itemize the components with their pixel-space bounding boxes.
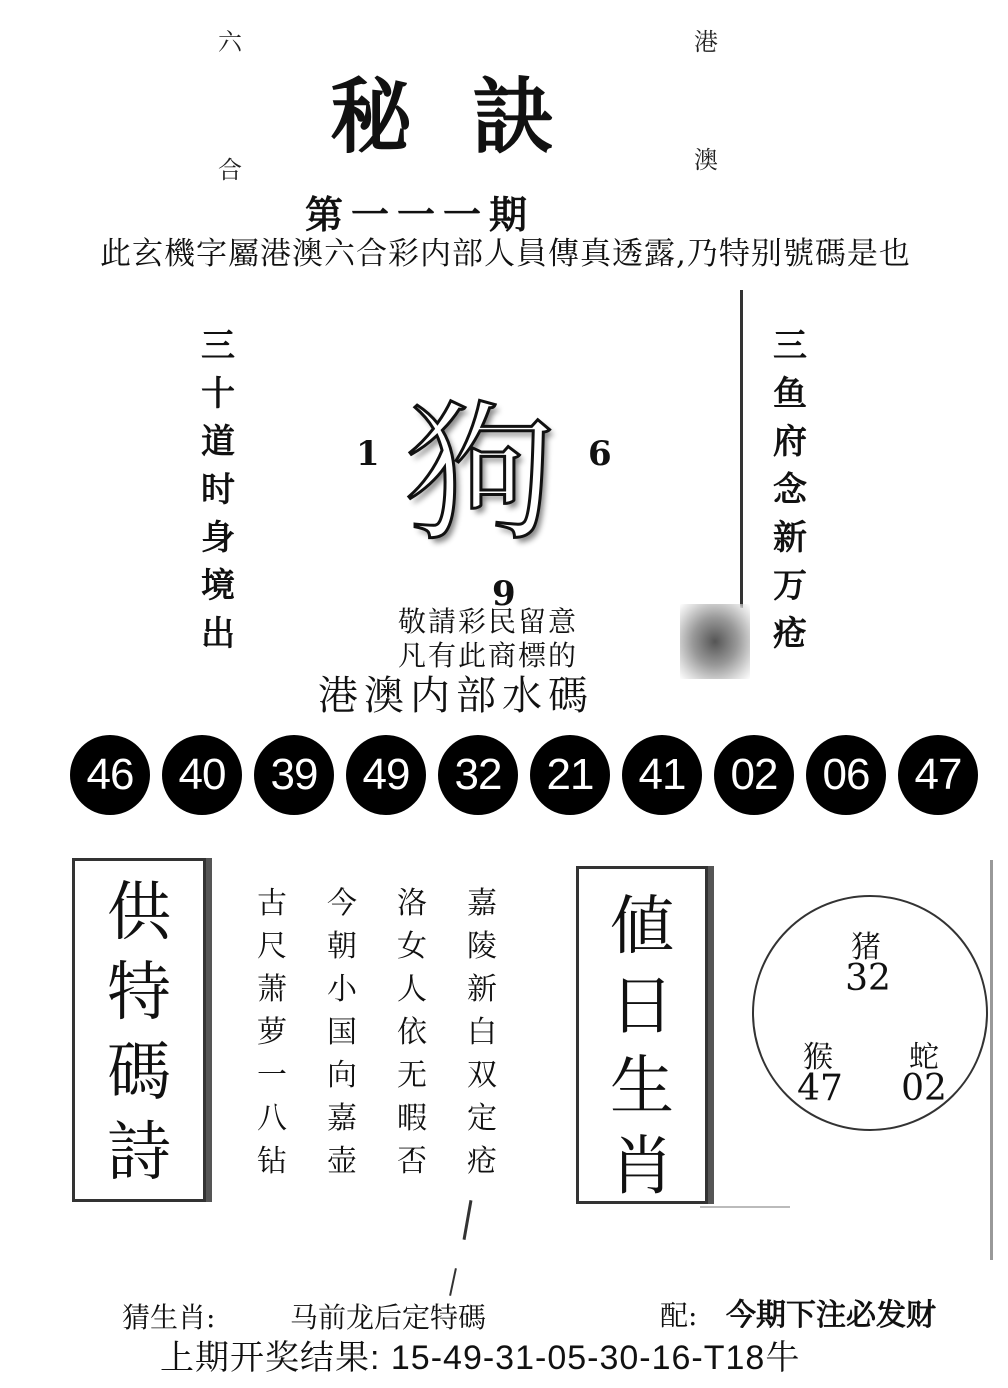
corner-char-bottom-left: 合 xyxy=(218,156,242,184)
zodiac-top-number: 32 xyxy=(845,958,891,999)
stamp-smudge xyxy=(680,604,750,679)
number-ball: 21 xyxy=(530,735,610,815)
zodiac-title-char: 日 xyxy=(610,970,674,1044)
poem-title-box xyxy=(72,858,206,1202)
center-frame-line xyxy=(600,290,743,608)
poem-char: 新 xyxy=(467,972,497,1007)
poem-column xyxy=(252,882,292,1183)
right-char: 念 xyxy=(773,470,807,510)
poem-char: 尺 xyxy=(257,929,287,964)
digit-left: 1 xyxy=(356,434,380,474)
left-vertical-text xyxy=(198,322,238,658)
left-char: 身 xyxy=(201,518,235,558)
number-balls xyxy=(70,735,986,815)
poem-title-char: 詩 xyxy=(107,1116,171,1190)
poem-char: 八 xyxy=(257,1101,287,1136)
corner-char-bottom-right: 澳 xyxy=(694,146,718,174)
poem-char: 嘉 xyxy=(467,886,497,921)
stray-stroke xyxy=(463,1200,473,1240)
right-char: 府 xyxy=(773,422,807,462)
zodiac-left-number: 47 xyxy=(797,1068,843,1109)
poem-char: 白 xyxy=(467,1015,497,1050)
match-label: 配: xyxy=(660,1299,698,1332)
left-char: 出 xyxy=(201,614,235,654)
poem-char: 无 xyxy=(397,1058,427,1093)
right-char: 三 xyxy=(773,326,807,366)
poem-char: 嘉 xyxy=(327,1101,357,1136)
poem-char: 古 xyxy=(257,886,287,921)
poem-char: 国 xyxy=(327,1015,357,1050)
number-ball: 41 xyxy=(622,735,702,815)
corner-char-top-right: 港 xyxy=(694,28,718,56)
digit-bottom: 9 xyxy=(492,574,516,614)
notice-line-2: 凡有此商標的 xyxy=(398,639,579,672)
poem-char: 萝 xyxy=(257,1015,287,1050)
number-ball: 40 xyxy=(162,735,242,815)
zodiac-right-number: 02 xyxy=(901,1068,947,1109)
guess-label: 猜生肖: xyxy=(122,1301,216,1334)
left-char: 道 xyxy=(201,422,235,462)
right-char: 新 xyxy=(773,518,807,558)
page-title: 秘訣 xyxy=(330,69,615,165)
poem-char: 依 xyxy=(397,1015,427,1050)
zodiac-top-name: 猪 xyxy=(851,930,881,965)
notice-line-1: 敬請彩民留意 xyxy=(398,605,579,638)
poem-char: 一 xyxy=(257,1058,287,1093)
number-ball: 49 xyxy=(346,735,426,815)
scan-edge-line xyxy=(990,860,993,1260)
right-vertical-text xyxy=(770,322,810,658)
corner-char-top-left: 六 xyxy=(218,28,242,56)
zodiac-title-char: 生 xyxy=(610,1050,674,1124)
zodiac-title-char: 値 xyxy=(610,890,674,964)
guess-text: 马前龙后定特碼 xyxy=(290,1301,487,1334)
number-ball: 06 xyxy=(806,735,886,815)
period-heading: 第一一一期 xyxy=(305,193,536,237)
number-ball: 46 xyxy=(70,735,150,815)
poem-char: 暇 xyxy=(397,1101,427,1136)
zodiac-title-char: 肖 xyxy=(610,1130,674,1204)
poem-title-char: 碼 xyxy=(107,1036,171,1110)
left-char: 时 xyxy=(201,470,235,510)
right-char: 疮 xyxy=(773,614,807,654)
left-char: 十 xyxy=(201,374,235,414)
digit-right: 6 xyxy=(588,434,612,474)
subtitle-text: 此玄機字屬港澳六合彩内部人員傳真透露,乃特别號碼是也 xyxy=(100,236,911,272)
poem-column xyxy=(322,882,362,1183)
poem-char: 定 xyxy=(467,1101,497,1136)
stray-stroke xyxy=(700,1206,790,1208)
stray-stroke xyxy=(449,1268,457,1296)
left-char: 境 xyxy=(201,566,235,606)
number-ball: 39 xyxy=(254,735,334,815)
poem-char: 女 xyxy=(397,929,427,964)
right-char: 万 xyxy=(773,566,807,606)
poem-char: 钻 xyxy=(257,1144,287,1179)
poem-char: 朝 xyxy=(327,929,357,964)
brand-text: 港澳内部水碼 xyxy=(318,673,594,719)
poem-char: 小 xyxy=(327,972,357,1007)
zodiac-title-box xyxy=(576,866,708,1204)
right-char: 鱼 xyxy=(773,374,807,414)
poem-char: 人 xyxy=(397,972,427,1007)
poem-char: 洛 xyxy=(397,886,427,921)
poem-char: 壶 xyxy=(327,1144,357,1179)
poem-char: 向 xyxy=(327,1058,357,1093)
poem-column xyxy=(462,882,502,1183)
last-result-text: 上期开奖结果: 15-49-31-05-30-16-T18牛 xyxy=(160,1339,801,1377)
match-text: 今期下注必发财 xyxy=(726,1298,936,1333)
number-ball: 02 xyxy=(714,735,794,815)
poem-char: 萧 xyxy=(257,972,287,1007)
poem-title-char: 供 xyxy=(107,876,171,950)
poem-char: 陵 xyxy=(467,929,497,964)
main-zodiac-char: 狗 xyxy=(405,388,556,562)
poem-char: 双 xyxy=(467,1058,497,1093)
poem-title-char: 特 xyxy=(107,956,171,1030)
zodiac-right-name: 蛇 xyxy=(909,1040,939,1075)
number-ball: 47 xyxy=(898,735,978,815)
poem-char: 疮 xyxy=(467,1144,497,1179)
poem-char: 今 xyxy=(327,886,357,921)
zodiac-left-name: 猴 xyxy=(803,1040,833,1075)
poem-columns xyxy=(252,882,502,1183)
poem-column xyxy=(392,882,432,1183)
left-char: 三 xyxy=(201,326,235,366)
poem-char: 否 xyxy=(397,1144,427,1179)
number-ball: 32 xyxy=(438,735,518,815)
